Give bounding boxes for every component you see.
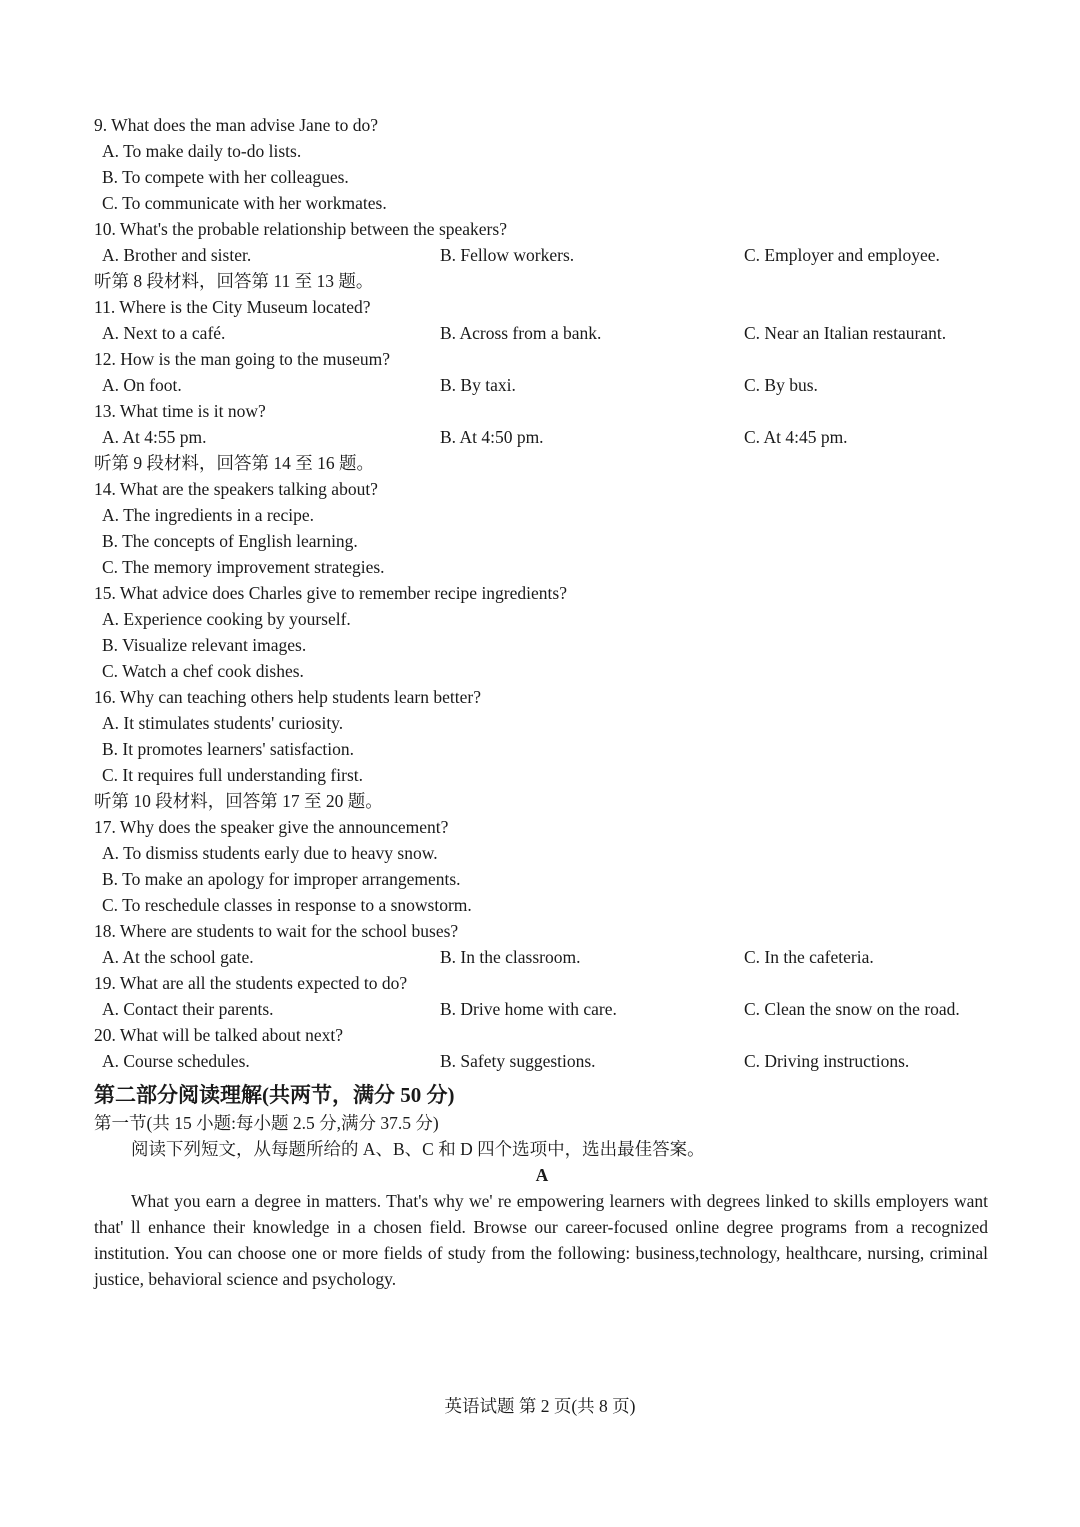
option-14c: C. The memory improvement strategies. <box>102 557 385 577</box>
option-9c: C. To communicate with her workmates. <box>102 193 387 213</box>
option-16c: C. It requires full understanding first. <box>102 765 363 785</box>
options-18 <box>94 944 990 970</box>
question-12: 12. How is the man going to the museum? <box>94 349 391 369</box>
option-11c: C. Near an Italian restaurant. <box>744 323 947 343</box>
options-12 <box>94 372 990 398</box>
question-18: 18. Where are students to wait for the school buses? <box>94 921 459 941</box>
options-10 <box>94 242 990 268</box>
option-11a: A. Next to a café. <box>102 323 226 343</box>
option-20b: B. Safety suggestions. <box>440 1051 596 1071</box>
passage-label: A <box>535 1165 549 1185</box>
option-19c: C. Clean the snow on the road. <box>744 999 960 1019</box>
option-12c: C. By bus. <box>744 375 818 395</box>
question-16: 16. Why can teaching others help students learn better? <box>94 687 481 707</box>
option-12b: B. By taxi. <box>440 375 516 395</box>
option-20c: C. Driving instructions. <box>744 1051 910 1071</box>
option-14a: A. The ingredients in a recipe. <box>102 505 315 525</box>
option-19a: A. Contact their parents. <box>102 999 274 1019</box>
option-13b: B. At 4:50 pm. <box>440 427 544 447</box>
question-19: 19. What are all the students expected to do? <box>94 973 408 993</box>
option-10b: B. Fellow workers. <box>440 245 575 265</box>
section-1-heading: 第一节(共 15 小题:每小题 2.5 分,满分 37.5 分) <box>94 1113 439 1133</box>
passage-a-text: What you earn a degree in matters. That's why we' re empowering learners with degrees linked to skills employers want that' ll enhance their knowledge in a chosen field. Browse our career-focused online degree programs from a recognized institution. You can choose one or more fields of study from the following: business,technology, healthcare, nursing, criminal justice, behavioral science and psychology. <box>94 1191 988 1289</box>
option-13a: A. At 4:55 pm. <box>102 427 207 447</box>
option-9b: B. To compete with her colleagues. <box>102 167 349 187</box>
question-9: 9. What does the man advise Jane to do? <box>94 115 378 135</box>
option-18b: B. In the classroom. <box>440 947 581 967</box>
option-10c: C. Employer and employee. <box>744 245 940 265</box>
option-18a: A. At the school gate. <box>102 947 254 967</box>
page-footer: 英语试题 第 2 页(共 8 页) <box>444 1396 636 1416</box>
option-17c: C. To reschedule classes in response to a snowstorm. <box>102 895 472 915</box>
part-2-title: 第二部分阅读理解(共两节，满分 50 分) <box>94 1083 455 1107</box>
reading-instruction: 阅读下列短文，从每题所给的 A、B、C 和 D 四个选项中，选出最佳答案。 <box>131 1139 705 1159</box>
option-15a: A. Experience cooking by yourself. <box>102 609 351 629</box>
options-19 <box>94 996 990 1022</box>
question-14: 14. What are the speakers talking about? <box>94 479 378 499</box>
option-14b: B. The concepts of English learning. <box>102 531 358 551</box>
question-20: 20. What will be talked about next? <box>94 1025 343 1045</box>
option-11b: B. Across from a bank. <box>440 323 602 343</box>
option-15c: C. Watch a chef cook dishes. <box>102 661 304 681</box>
question-11: 11. Where is the City Museum located? <box>94 297 371 317</box>
option-10a: A. Brother and sister. <box>102 245 252 265</box>
material-10-instruction: 听第 10 段材料，回答第 17 至 20 题。 <box>94 791 383 811</box>
option-19b: B. Drive home with care. <box>440 999 617 1019</box>
option-9a: A. To make daily to-do lists. <box>102 141 302 161</box>
option-16a: A. It stimulates students' curiosity. <box>102 713 344 733</box>
question-17: 17. Why does the speaker give the announcement? <box>94 817 449 837</box>
material-9-instruction: 听第 9 段材料，回答第 14 至 16 题。 <box>94 453 374 473</box>
option-17a: A. To dismiss students early due to heavy snow. <box>102 843 438 863</box>
option-12a: A. On foot. <box>102 375 182 395</box>
options-11 <box>94 320 990 346</box>
option-20a: A. Course schedules. <box>102 1051 250 1071</box>
options-13 <box>94 424 990 450</box>
material-8-instruction: 听第 8 段材料，回答第 11 至 13 题。 <box>94 271 374 291</box>
options-20 <box>94 1048 990 1074</box>
option-16b: B. It promotes learners' satisfaction. <box>102 739 354 759</box>
option-15b: B. Visualize relevant images. <box>102 635 307 655</box>
option-18c: C. In the cafeteria. <box>744 947 874 967</box>
option-17b: B. To make an apology for improper arrangements. <box>102 869 461 889</box>
exam-page-content <box>94 112 990 1292</box>
question-10: 10. What's the probable relationship between the speakers? <box>94 219 507 239</box>
question-15: 15. What advice does Charles give to remember recipe ingredients? <box>94 583 567 603</box>
question-13: 13. What time is it now? <box>94 401 266 421</box>
option-13c: C. At 4:45 pm. <box>744 427 848 447</box>
